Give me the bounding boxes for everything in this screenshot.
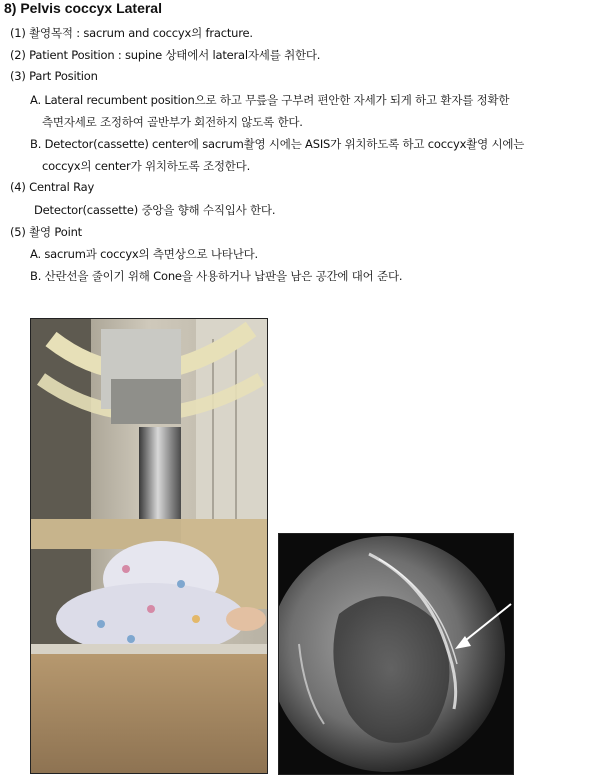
section-title: 8) Pelvis coccyx Lateral bbox=[4, 0, 162, 16]
text-line-central-ray-desc: Detector(cassette) 중앙을 향해 수직입사 한다. bbox=[34, 203, 276, 217]
patient-position-photo bbox=[30, 318, 268, 774]
text-line-part-a-cont: 측면자세로 조정하여 골반부가 회전하지 않도록 한다. bbox=[42, 115, 303, 129]
patient-position-illustration bbox=[31, 319, 267, 773]
text-line-point: (5) 촬영 Point bbox=[10, 225, 82, 239]
xray-illustration bbox=[279, 534, 513, 774]
text-line-purpose: (1) 촬영목적 : sacrum and coccyx의 fracture. bbox=[10, 26, 253, 40]
text-line-part-a: A. Lateral recumbent position으로 하고 무릎을 구부려 편안한 자세가 되게 하고 환자를 정확한 bbox=[30, 93, 510, 107]
text-line-point-a: A. sacrum과 coccyx의 측면상으로 나타난다. bbox=[30, 247, 258, 261]
text-line-point-b: B. 산란선을 줄이기 위해 Cone을 사용하거나 납판을 남은 공간에 대어 준다. bbox=[30, 269, 403, 283]
coccyx-xray-image bbox=[278, 533, 514, 775]
text-line-central-ray: (4) Central Ray bbox=[10, 180, 95, 194]
text-line-part-position: (3) Part Position bbox=[10, 69, 98, 83]
text-line-part-b: B. Detector(cassette) center에 sacrum촬영 시에는 ASIS가 위치하도록 하고 coccyx촬영 시에는 bbox=[30, 137, 525, 151]
text-line-part-b-cont: coccyx의 center가 위치하도록 조정한다. bbox=[42, 159, 251, 173]
text-line-patient-position: (2) Patient Position : supine 상태에서 lateral자세를 취한다. bbox=[10, 48, 321, 62]
